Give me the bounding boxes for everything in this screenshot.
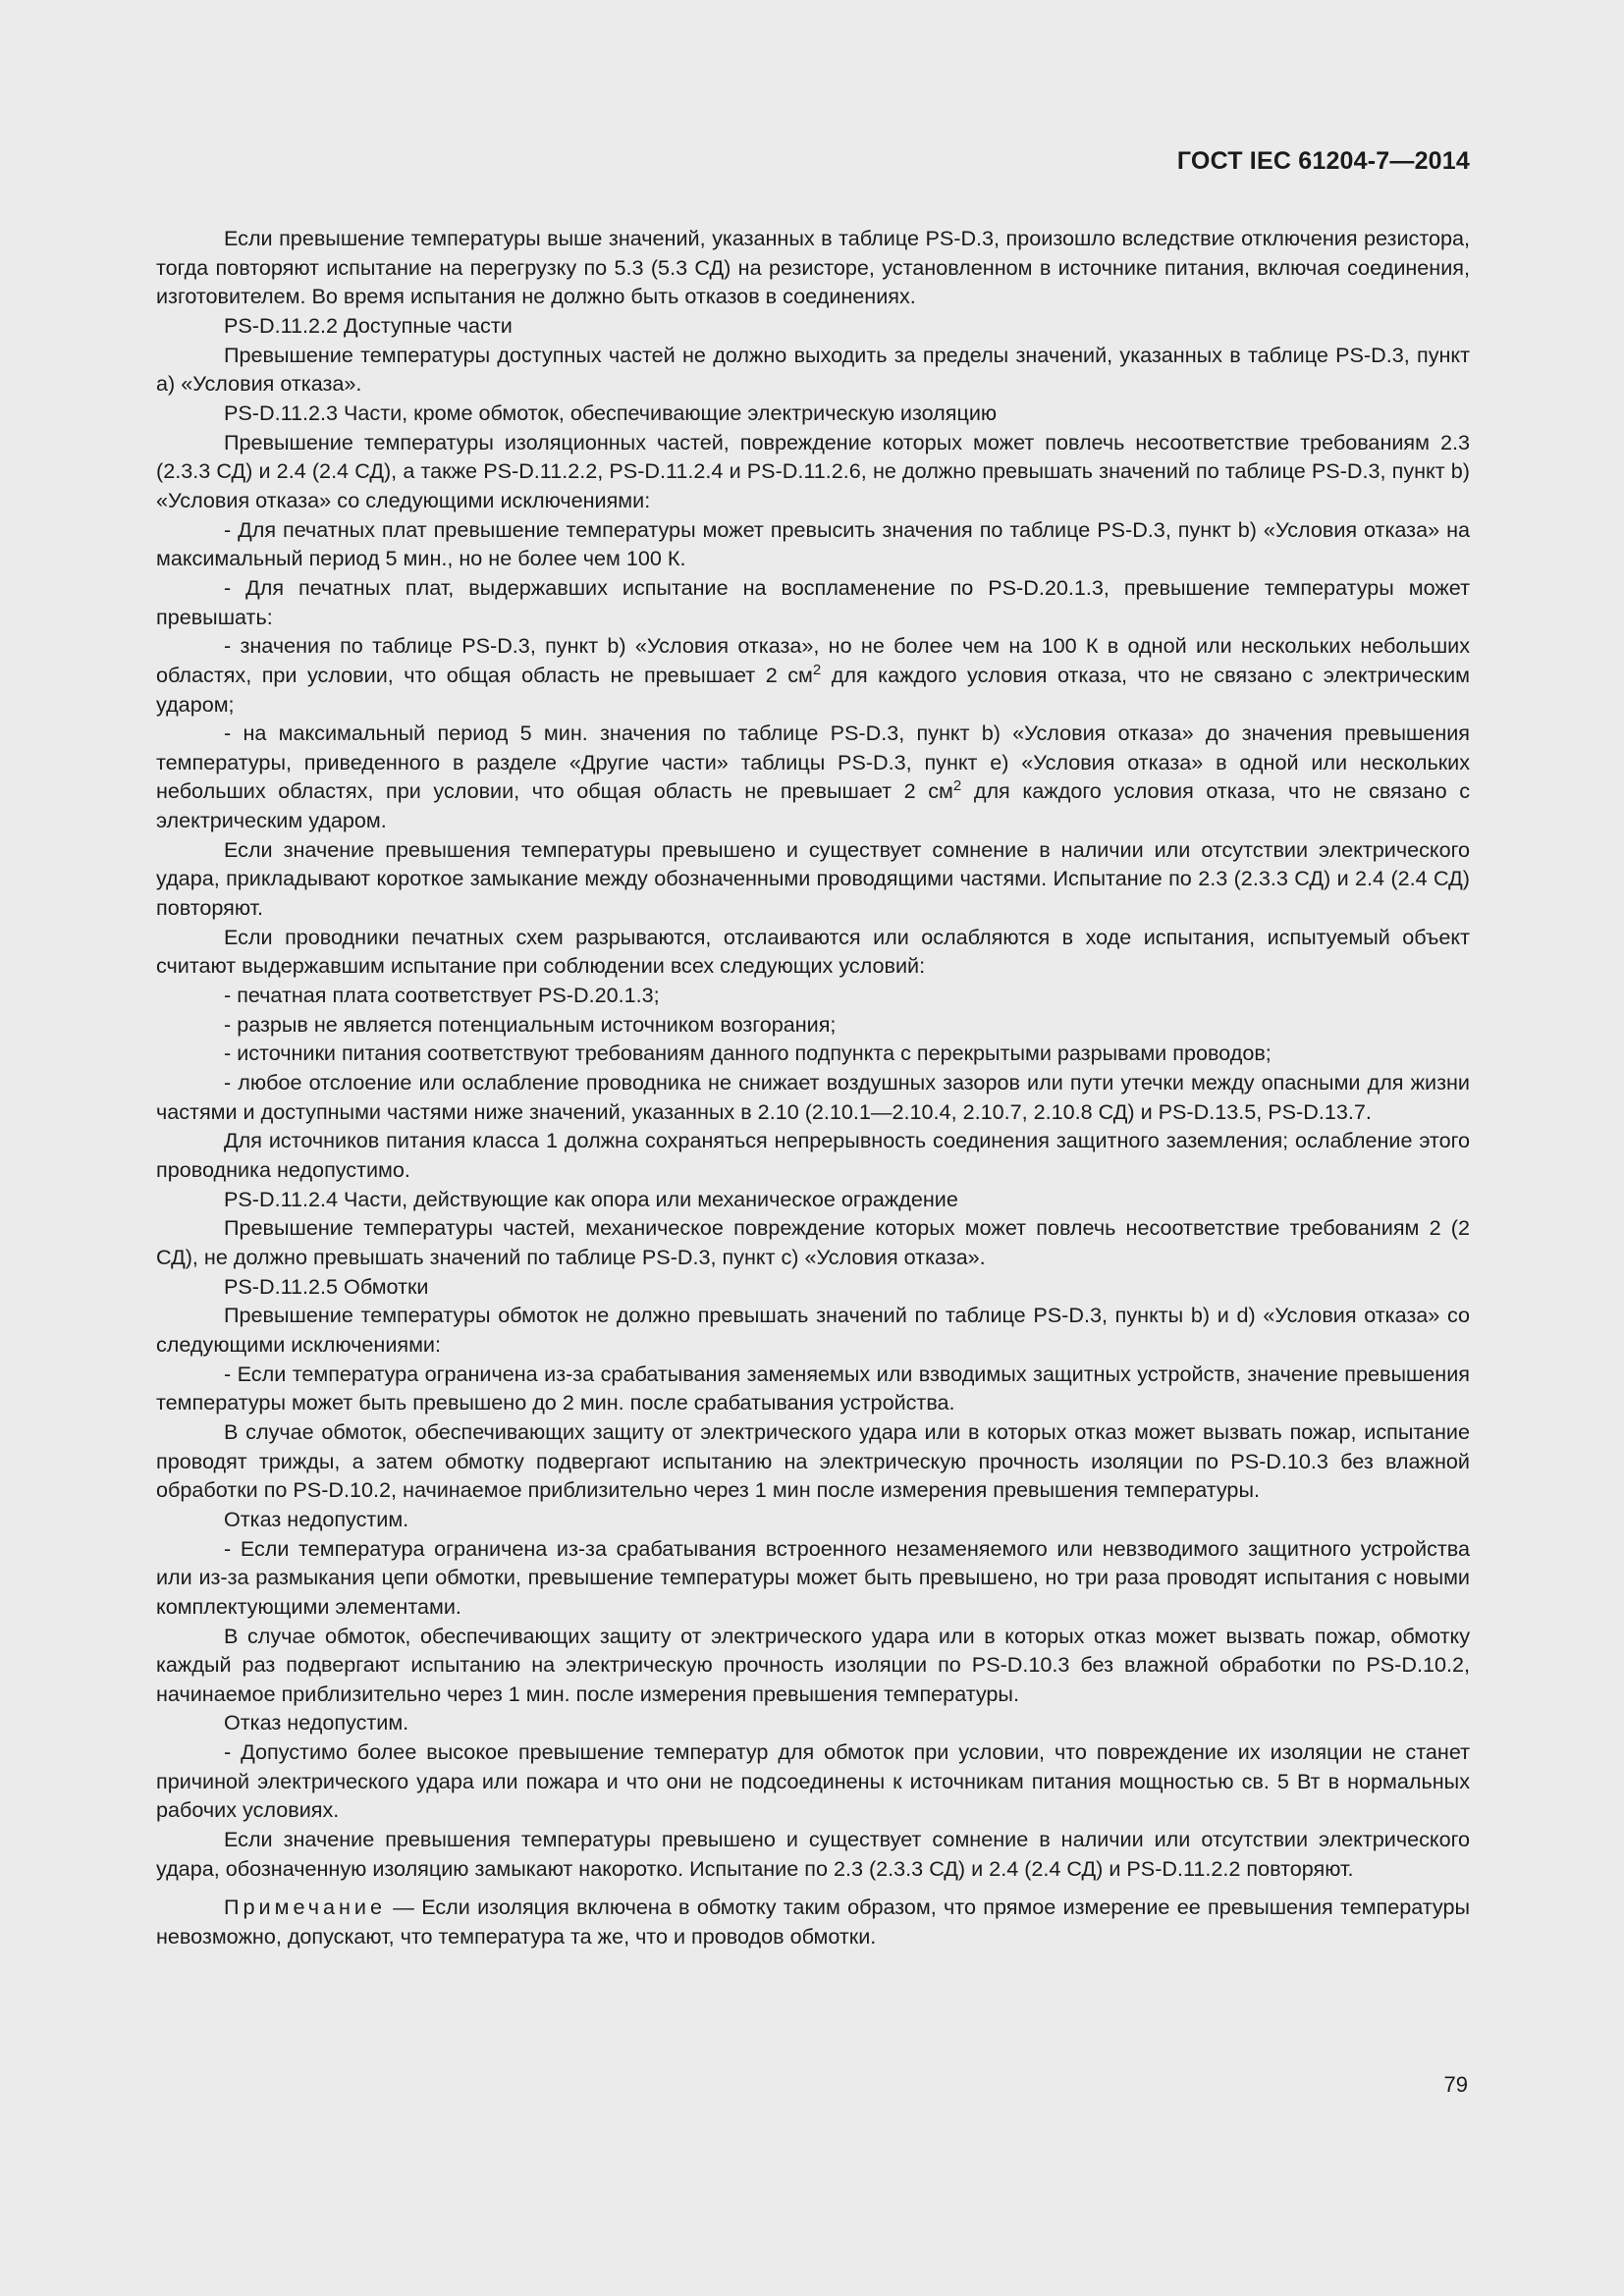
paragraph	[156, 1825, 1470, 1883]
paragraph-text: В случае обмоток, обеспечивающих защиту от электрического удара или в которых отказ может вызвать пожар, испытание проводят трижды, а затем обмотку подвергают испытанию на электрическую прочность изоляции по PS-D.10.3 без влажной обработки по PS-D.10.2, начинаемое приблизительно через 1 мин после измерения превышения температуры.	[156, 1418, 1470, 1503]
paragraph	[156, 1010, 1470, 1040]
paragraph-text: PS-D.11.2.2 Доступные части	[224, 312, 513, 338]
paragraph-text: - Допустимо более высокое превышение температур для обмоток при условии, что повреждение их изоляции не станет причиной электрического удара или пожара и что они не подсоединены к источникам питания мощностью св. 5 Вт в нормальных рабочих условиях.	[156, 1739, 1470, 1823]
note-dash: —	[386, 1895, 422, 1920]
body-text	[156, 224, 1470, 1951]
paragraph	[156, 1737, 1470, 1825]
paragraph-text: - Для печатных плат превышение температуры может превысить значения по таблице PS-D.3, пункт b) «Условия отказа» на максимальный период 5 мин., но не более чем 100 К.	[156, 516, 1470, 571]
paragraph-text: Превышение температуры доступных частей не должно выходить за пределы значений, указанных в таблице PS-D.3, пункт а) «Условия отказа».	[156, 342, 1470, 397]
paragraph-text: - на максимальный период 5 мин. значения по таблице PS-D.3, пункт b) «Условия отказа» до значения превышения температуры, приведенного в разделе «Другие части» таблицы PS-D.3, пункт е) «Условия отказа» в одной или нескольких небольших областях, при условии, что общая область не превышает 2 см	[156, 721, 1470, 804]
paragraph	[156, 1039, 1470, 1068]
paragraph-text: PS-D.11.2.4 Части, действующие как опора или механическое ограждение	[224, 1186, 958, 1211]
paragraph	[156, 1417, 1470, 1505]
note-text: Если изоляция включена в обмотку таким образом, что прямое измерение ее превышения температуры невозможно, допускают, что температура та же, что и проводов обмотки.	[156, 1895, 1471, 1949]
document-header: ГОСТ IEC 61204-7—2014	[1176, 147, 1470, 175]
paragraph-text: - Для печатных плат, выдержавших испытание на воспламенение по PS-D.20.1.3, превышение температуры может превышать:	[156, 574, 1470, 629]
paragraph	[156, 1360, 1470, 1417]
paragraph	[156, 719, 1470, 835]
paragraph-text: Превышение температуры обмоток не должно превышать значений по таблице PS-D.3, пункты b) и d) «Условия отказа» со следующими исключениями:	[156, 1303, 1470, 1357]
paragraph-text: Если значение превышения температуры превышено и существует сомнение в наличии или отсутствии электрического удара, прикладывают короткое замыкание между обозначенными проводящими частями. Испытание по 2.3 (2.3.3 СД) и 2.4 (2.4 СД) повторяют.	[156, 836, 1470, 921]
paragraph	[156, 1185, 1470, 1214]
paragraph-text: Отказ недопустим.	[224, 1710, 409, 1735]
paragraph-text: - Если температура ограничена из-за срабатывания заменяемых или взводимых защитных устройств, значение превышения температуры может быть превышено до 2 мин. после срабатывания устройства.	[156, 1361, 1470, 1415]
paragraph	[156, 311, 1470, 341]
paragraph	[156, 1301, 1470, 1359]
paragraph	[156, 835, 1470, 923]
paragraph-text: Превышение температуры частей, механическое повреждение которых может повлечь несоответствие требованиям 2 (2 СД), не должно превышать значений по таблице PS-D.3, пункт с) «Условия отказа».	[156, 1215, 1470, 1269]
paragraph	[156, 1126, 1470, 1184]
paragraph	[156, 1622, 1470, 1709]
paragraph-text-continued: для каждого условия отказа, что не связано с электрическим ударом.	[156, 778, 1470, 833]
superscript: 2	[952, 777, 962, 795]
paragraph-text: - Если температура ограничена из-за срабатывания встроенного незаменяемого или невзводимого защитного устройства или из-за размыкания цепи обмотки, превышение температуры может быть превышено, но три раза проводят испытания с новыми комплектующими элементами.	[156, 1535, 1470, 1619]
paragraph	[156, 1505, 1470, 1534]
paragraph-text: - источники питания соответствуют требованиям данного подпункта с перекрытыми разрывами проводов;	[224, 1041, 1272, 1066]
paragraph-text: PS-D.11.2.5 Обмотки	[224, 1273, 429, 1299]
paragraph-text-continued: для каждого условия отказа, что не связано с электрическим ударом;	[156, 662, 1471, 717]
paragraph	[156, 515, 1470, 573]
paragraph-text: Для источников питания класса 1 должна сохраняться непрерывность соединения защитного заземления; ослабление этого проводника недопустимо.	[156, 1128, 1470, 1182]
paragraph-text: Превышение температуры изоляционных частей, повреждение которых может повлечь несоответствие требованиям 2.3 (2.3.3 СД) и 2.4 (2.4 СД), а также PS-D.11.2.2, PS-D.11.2.4 и PS-D.11.2.6, не должно превышать значений по таблице PS-D.3, пункт b) «Условия отказа» со следующими исключениями:	[156, 429, 1470, 512]
paragraph	[156, 631, 1470, 719]
paragraph	[156, 224, 1470, 311]
paragraph	[156, 1534, 1470, 1622]
paragraph	[156, 923, 1470, 981]
paragraph-text: Если значение превышения температуры превышено и существует сомнение в наличии или отсутствии электрического удара, обозначенную изоляцию замыкают накоротко. Испытание по 2.3 (2.3.3 СД) и 2.4 (2.4 СД) и PS-D.11.2.2 повторяют.	[156, 1827, 1470, 1881]
note-paragraph	[156, 1893, 1470, 1950]
paragraph-text: Если проводники печатных схем разрываются, отслаиваются или ослабляются в ходе испытания, испытуемый объект считают выдержавшим испытание при соблюдении всех следующих условий:	[156, 924, 1470, 979]
note-label: Примечание	[224, 1895, 386, 1920]
paragraph	[156, 573, 1470, 631]
paragraph	[156, 1272, 1470, 1302]
paragraph	[156, 428, 1470, 515]
paragraph	[156, 981, 1470, 1010]
paragraph-text: Если превышение температуры выше значений, указанных в таблице PS-D.3, произошло вследствие отключения резистора, тогда повторяют испытание на перегрузку по 5.3 (5.3 СД) на резисторе, установленном в источнике питания, включая соединения, изготовителем. Во время испытания не должно быть отказов в соединениях.	[156, 226, 1470, 309]
paragraph-text: - печатная плата соответствует PS-D.20.1.3;	[224, 983, 660, 1008]
paragraph-text: - любое отслоение или ослабление проводника не снижает воздушных зазоров или пути утечки между опасными для жизни частями и доступными частями ниже значений, указанных в 2.10 (2.10.1—2.10.4, 2.10.7, 2.10.8 СД) и PS-D.13.5, PS-D.13.7.	[156, 1070, 1470, 1124]
page-number: 79	[1443, 2072, 1468, 2097]
paragraph	[156, 1068, 1470, 1126]
paragraph	[156, 341, 1470, 399]
paragraph	[156, 1708, 1470, 1737]
paragraph-text: Отказ недопустим.	[224, 1506, 409, 1531]
paragraph-text: PS-D.11.2.3 Части, кроме обмоток, обеспечивающие электрическую изоляцию	[224, 400, 998, 425]
paragraph-text: - разрыв не является потенциальным источником возгорания;	[224, 1011, 837, 1037]
paragraph	[156, 1213, 1470, 1271]
paragraph	[156, 399, 1470, 428]
superscript: 2	[812, 661, 822, 678]
paragraph-text: В случае обмоток, обеспечивающих защиту от электрического удара или в которых отказ может вызвать пожар, обмотку каждый раз подвергают испытанию на электрическую прочность изоляции по PS-D.10.3 без влажной обработки по PS-D.10.2, начинаемое приблизительно через 1 мин. после измерения превышения температуры.	[156, 1623, 1470, 1706]
paragraph-text: - значения по таблице PS-D.3, пункт b) «Условия отказа», но не более чем на 100 К в одной или нескольких небольших областях, при условии, что общая область не превышает 2 см	[156, 633, 1470, 687]
